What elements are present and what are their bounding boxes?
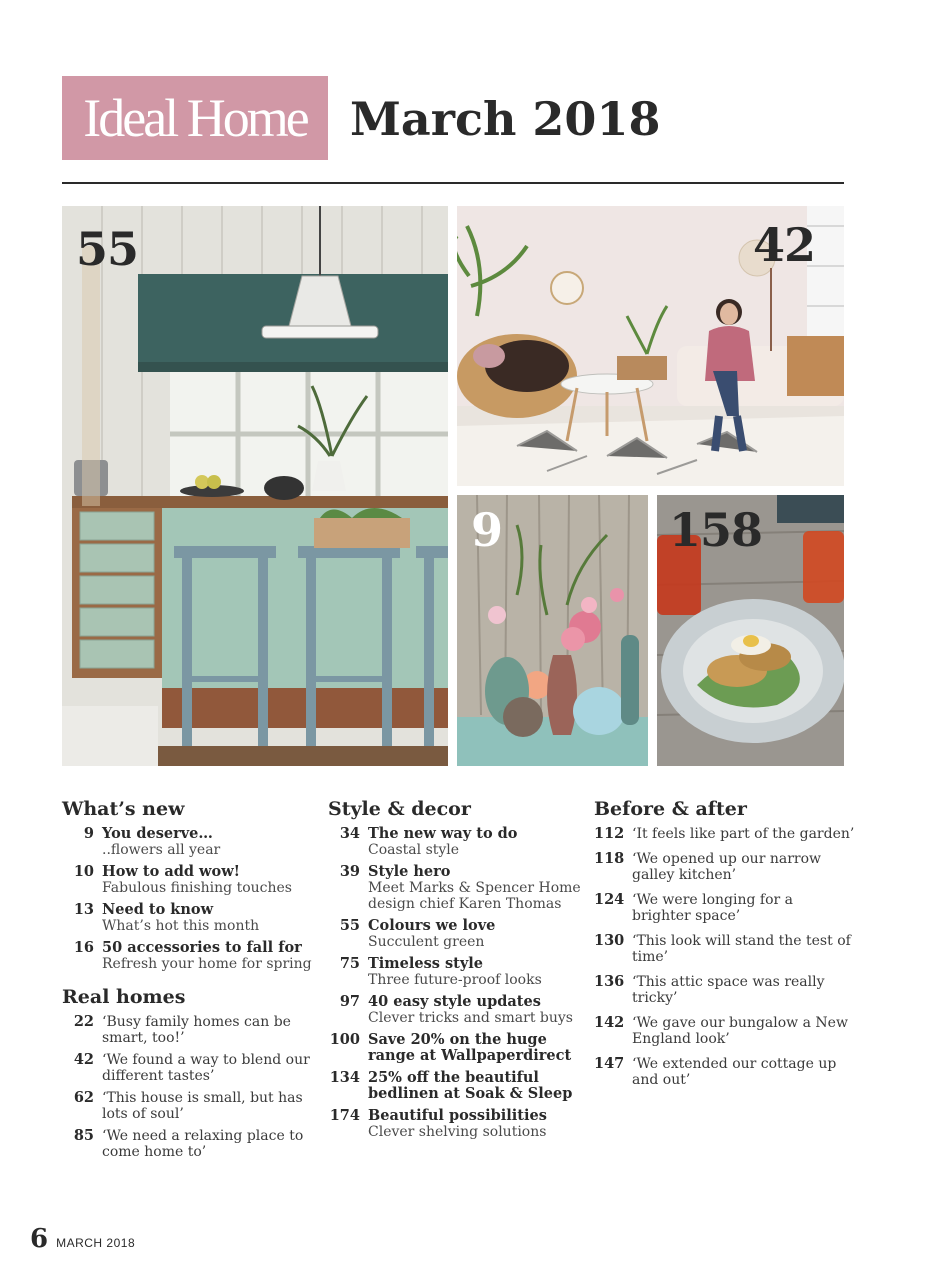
contents-entry[interactable] xyxy=(62,902,324,934)
entry-page-number: 39 xyxy=(339,863,360,880)
entry-page-number: 75 xyxy=(339,955,360,972)
entry-quote: ‘This attic space was really tricky’ xyxy=(632,974,825,1006)
contents-entry[interactable] xyxy=(62,1052,324,1084)
photo-page-number: 55 xyxy=(76,222,139,276)
kitchen-photo[interactable] xyxy=(62,206,448,766)
issue-title: March 2018 xyxy=(350,92,661,146)
entry-page-number: 118 xyxy=(594,850,625,867)
contents-entry[interactable] xyxy=(594,1056,856,1088)
contents-entry[interactable] xyxy=(328,864,590,912)
entry-subtitle: Fabulous finishing touches xyxy=(102,880,292,896)
entry-title: Timeless style xyxy=(368,955,483,972)
contents-entry[interactable] xyxy=(328,918,590,950)
contents-entry[interactable] xyxy=(594,1015,856,1047)
entry-title: 25% off the beautiful bedlinen at Soak & Sleep xyxy=(368,1069,573,1102)
entry-subtitle: Coastal style xyxy=(368,842,460,858)
living-room-photo[interactable] xyxy=(457,206,844,486)
header-divider xyxy=(62,182,844,184)
contents-column-right xyxy=(594,798,856,1097)
entry-quote: ‘This look will stand the test of time’ xyxy=(632,933,851,965)
entry-page-number: 22 xyxy=(73,1013,94,1030)
entry-subtitle: Succulent green xyxy=(368,934,485,950)
entry-page-number: 142 xyxy=(594,1014,625,1031)
entry-title: You deserve… xyxy=(102,825,213,842)
entry-page-number: 112 xyxy=(594,825,625,842)
entry-quote: ‘We were longing for a brighter space’ xyxy=(632,892,794,924)
contents-entry[interactable] xyxy=(594,892,856,924)
vases-photo[interactable] xyxy=(457,495,648,766)
entry-page-number: 97 xyxy=(339,993,360,1010)
entry-quote: ‘Busy family homes can be smart, too!’ xyxy=(102,1014,291,1046)
section-title-whats-new: What’s new xyxy=(62,798,185,820)
entry-title: Style hero xyxy=(368,863,451,880)
section-title-before-after: Before & after xyxy=(594,798,747,820)
entry-page-number: 134 xyxy=(329,1069,360,1086)
entry-page-number: 136 xyxy=(594,973,625,990)
kitchen-illustration xyxy=(62,206,448,766)
photo-page-number: 9 xyxy=(471,503,503,557)
entry-page-number: 124 xyxy=(594,891,625,908)
contents-column-middle xyxy=(328,798,590,1146)
entry-quote: ‘We gave our bungalow a New England look’ xyxy=(632,1015,848,1047)
entry-quote: ‘We need a relaxing place to come home to’ xyxy=(102,1128,304,1160)
food-photo[interactable] xyxy=(657,495,844,766)
entry-title: 50 accessories to fall for xyxy=(102,939,302,956)
contents-entry[interactable] xyxy=(62,1014,324,1046)
entry-page-number: 9 xyxy=(83,825,94,842)
section-title-style-decor: Style & decor xyxy=(328,798,471,820)
entry-page-number: 34 xyxy=(339,825,360,842)
contents-entry[interactable] xyxy=(62,826,324,858)
contents-entry[interactable] xyxy=(594,826,856,842)
masthead-logo: Ideal Home xyxy=(62,76,328,160)
entry-quote: ‘We found a way to blend our different tastes’ xyxy=(102,1052,310,1084)
entry-page-number: 42 xyxy=(73,1051,94,1068)
contents-entry[interactable] xyxy=(62,940,324,972)
entry-subtitle: ..flowers all year xyxy=(102,842,221,858)
contents-entry[interactable] xyxy=(62,1090,324,1122)
photo-page-number: 42 xyxy=(753,218,816,272)
entry-page-number: 100 xyxy=(329,1031,360,1048)
entry-page-number: 16 xyxy=(73,939,94,956)
contents-entry[interactable] xyxy=(594,933,856,965)
entry-quote: ‘It feels like part of the garden’ xyxy=(632,826,855,842)
entry-page-number: 10 xyxy=(73,863,94,880)
entry-quote: ‘This house is small, but has lots of soul’ xyxy=(102,1090,303,1122)
contents-entry[interactable] xyxy=(328,1070,590,1102)
entry-title: Colours we love xyxy=(368,917,496,934)
entry-page-number: 85 xyxy=(73,1127,94,1144)
entry-subtitle: Refresh your home for spring xyxy=(102,956,312,972)
entry-subtitle: Clever shelving solutions xyxy=(368,1124,547,1140)
entry-quote: ‘We extended our cottage up and out’ xyxy=(632,1056,837,1088)
contents-entry[interactable] xyxy=(328,956,590,988)
entry-title: The new way to do xyxy=(368,825,518,842)
entry-title: Beautiful possibilities xyxy=(368,1107,547,1124)
entry-page-number: 147 xyxy=(594,1055,625,1072)
entry-page-number: 130 xyxy=(594,932,625,949)
entry-page-number: 174 xyxy=(329,1107,360,1124)
entry-quote: ‘We opened up our narrow galley kitchen’ xyxy=(632,851,821,883)
entry-page-number: 13 xyxy=(73,901,94,918)
photo-page-number: 158 xyxy=(669,503,763,557)
entry-page-number: 62 xyxy=(73,1089,94,1106)
contents-entry[interactable] xyxy=(328,994,590,1026)
folio-issue-label: MARCH 2018 xyxy=(56,1236,136,1250)
entry-page-number: 55 xyxy=(339,917,360,934)
entry-title: 40 easy style updates xyxy=(368,993,541,1010)
entry-subtitle: Meet Marks & Spencer Home design chief Karen Thomas xyxy=(368,880,581,912)
contents-entry[interactable] xyxy=(328,1108,590,1140)
entry-subtitle: Clever tricks and smart buys xyxy=(368,1010,573,1026)
contents-column-left xyxy=(62,798,324,1166)
contents-entry[interactable] xyxy=(62,1128,324,1160)
contents-entry[interactable] xyxy=(594,851,856,883)
entry-subtitle: Three future-proof looks xyxy=(368,972,542,988)
entry-title: Save 20% on the huge range at Wallpaperdirect xyxy=(368,1031,572,1064)
entry-title: Need to know xyxy=(102,901,214,918)
contents-entry[interactable] xyxy=(594,974,856,1006)
contents-entry[interactable] xyxy=(62,864,324,896)
contents-entry[interactable] xyxy=(328,826,590,858)
entry-subtitle: What’s hot this month xyxy=(102,918,260,934)
contents-entry[interactable] xyxy=(328,1032,590,1064)
page-footer xyxy=(30,1224,135,1254)
section-title-real-homes: Real homes xyxy=(62,986,186,1008)
entry-title: How to add wow! xyxy=(102,863,241,880)
folio-page-number: 6 xyxy=(30,1224,49,1254)
